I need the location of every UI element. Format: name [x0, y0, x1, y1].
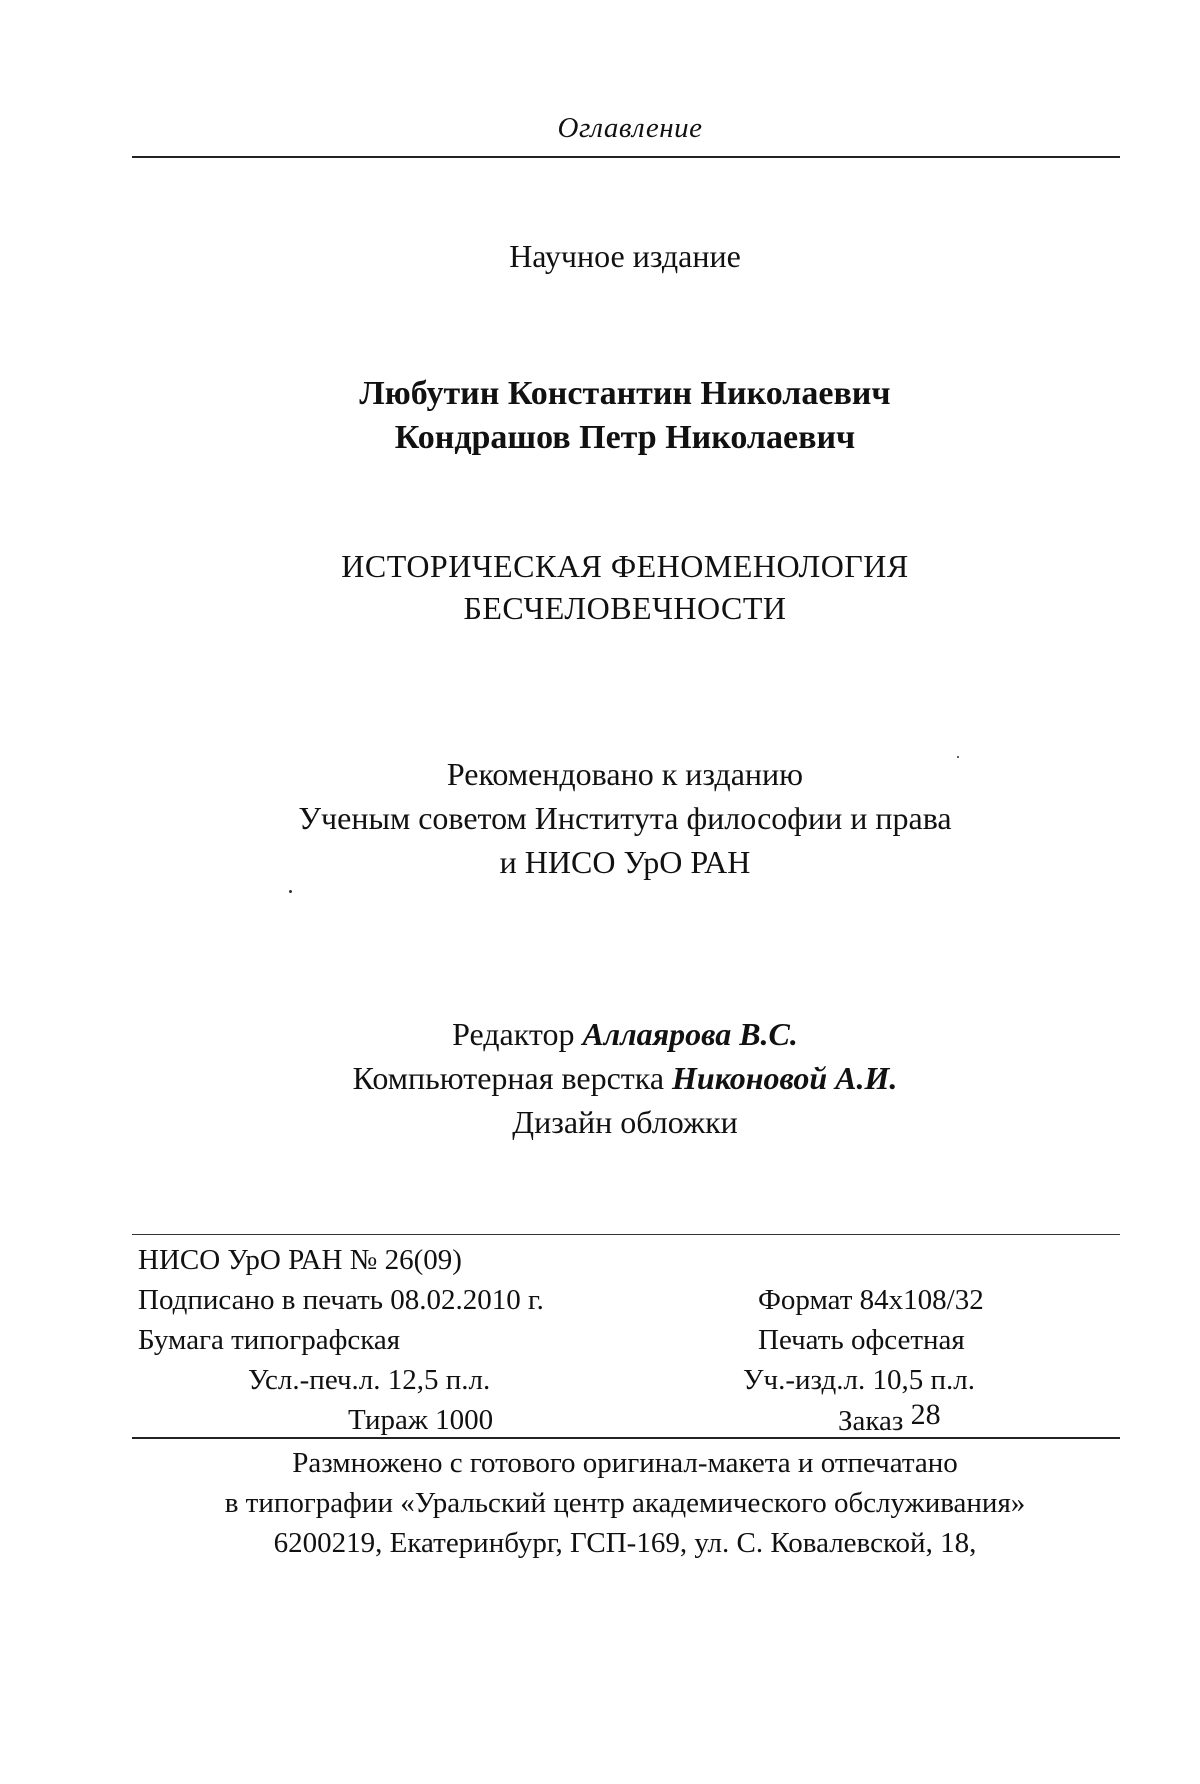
- editor-name: Аллаярова В.С.: [582, 1016, 798, 1052]
- layout-name: Никоновой А.И.: [672, 1060, 898, 1096]
- imprint-bottom-rule: [132, 1437, 1120, 1439]
- publisher-sheets: Уч.-изд.л. 10,5 п.л.: [743, 1364, 975, 1396]
- printer-line: в типографии «Уральский центр академического обслуживания»: [224, 1487, 1026, 1519]
- recommendation-line: Рекомендовано к изданию: [446, 756, 804, 792]
- paper-format: Формат 84х108/32: [758, 1284, 984, 1316]
- signed-date: Подписано в печать 08.02.2010 г.: [138, 1284, 544, 1316]
- order-label: Заказ: [838, 1405, 904, 1437]
- print-speck: [957, 756, 959, 758]
- printer-line: Размножено с готового оригинал-макета и отпечатано: [292, 1447, 958, 1479]
- order-field: [838, 1398, 941, 1438]
- header-rule: [132, 156, 1120, 158]
- print-run: Тираж 1000: [348, 1404, 494, 1436]
- author-name: Кондрашов Петр Николаевич: [394, 419, 856, 456]
- printer-info: [130, 1443, 1120, 1563]
- title-line: ИСТОРИЧЕСКАЯ ФЕНОМЕНОЛОГИЯ: [341, 548, 909, 584]
- order-number: 28: [910, 1398, 941, 1431]
- editor-label: Редактор: [452, 1016, 575, 1052]
- print-speck: [289, 890, 292, 893]
- toc-link[interactable]: Оглавление: [557, 112, 703, 144]
- imprint-top-rule: [132, 1234, 1120, 1235]
- layout-line: [130, 1056, 1120, 1100]
- niso-number: НИСО УрО РАН № 26(09): [138, 1244, 462, 1276]
- recommendation-line: и НИСО УрО РАН: [499, 844, 751, 880]
- author-name: Любутин Константин Николаевич: [359, 375, 891, 412]
- publication-genre: Научное издание: [509, 238, 741, 274]
- book-title: [130, 545, 1120, 629]
- authors-block: [130, 372, 1120, 460]
- editor-line: [130, 1012, 1120, 1056]
- title-line: БЕСЧЕЛОВЕЧНОСТИ: [463, 590, 787, 626]
- recommendation-block: [130, 752, 1120, 884]
- print-type: Печать офсетная: [758, 1324, 965, 1356]
- printer-address: 6200219, Екатеринбург, ГСП-169, ул. С. Ковалевской, 18,: [273, 1527, 977, 1559]
- layout-label: Компьютерная верстка: [352, 1060, 665, 1096]
- print-sheets: Усл.-печ.л. 12,5 п.л.: [248, 1364, 491, 1396]
- recommendation-line: Ученым советом Института философии и права: [298, 800, 952, 836]
- cover-design-line: Дизайн обложки: [512, 1104, 738, 1140]
- paper-type: Бумага типографская: [138, 1324, 401, 1356]
- credits-block: [130, 1012, 1120, 1144]
